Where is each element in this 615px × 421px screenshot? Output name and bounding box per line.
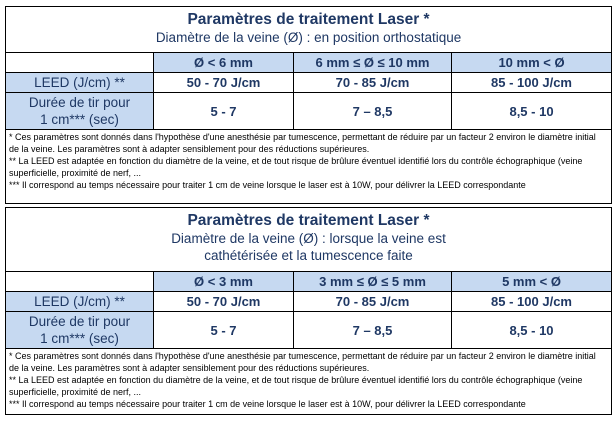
corner-cell <box>6 272 154 292</box>
table-subtitle-line-2: cathétérisée et la tumescence faite <box>204 248 413 263</box>
row-label-line: 1 cm*** (sec) <box>40 331 119 346</box>
table-cell: 85 - 100 J/cm <box>452 292 612 312</box>
table-title: Paramètres de traitement Laser * <box>187 11 430 28</box>
column-header: 5 mm < Ø <box>452 272 612 292</box>
footnote-3: *** Il correspond au temps nécessaire pour traiter 1 cm de veine lorsque le laser est à 10W, pour délivrer la LEED correspondante <box>9 399 526 409</box>
column-header: 10 mm < Ø <box>452 53 612 73</box>
table-subtitle: Diamètre de la veine (Ø) : en position orthostatique <box>155 30 462 45</box>
table-cell: 7 – 8,5 <box>294 93 452 130</box>
table-cell: 5 - 7 <box>154 93 294 130</box>
table-cell: 7 – 8,5 <box>294 312 452 349</box>
column-header: 6 mm ≤ Ø ≤ 10 mm <box>294 53 452 73</box>
row-label-line: Durée de tir pour <box>28 95 131 110</box>
table-cell: 85 - 100 J/cm <box>452 73 612 93</box>
row-label-leed: LEED (J/cm) ** <box>6 73 154 93</box>
table-cell: 8,5 - 10 <box>452 93 612 130</box>
table-cell: 50 - 70 J/cm <box>154 292 294 312</box>
column-header: Ø < 6 mm <box>154 53 294 73</box>
table-cell: 8,5 - 10 <box>452 312 612 349</box>
table-title-cell <box>6 208 612 272</box>
column-header: Ø < 3 mm <box>154 272 294 292</box>
footnote-1: * Ces paramètres sont donnés dans l'hypothèse d'une anesthésie par tumescence, permettant de réduire par un facteur 2 environ le diamètre initial de la veine. Les paramètres sont à adapter sensiblement pour des réductions supérieures. <box>9 351 596 373</box>
row-label-leed: LEED (J/cm) ** <box>6 292 154 312</box>
footnote-1: * Ces paramètres sont donnés dans l'hypothèse d'une anesthésie par tumescence, permettant de réduire par un facteur 2 environ le diamètre initial de la veine. Les paramètres sont à adapter sensiblement pour des réductions supérieures. <box>9 132 596 154</box>
corner-cell <box>6 53 154 73</box>
column-header: 3 mm ≤ Ø ≤ 5 mm <box>294 272 452 292</box>
row-label-duration <box>6 93 154 130</box>
row-label-line: 1 cm*** (sec) <box>40 112 119 127</box>
table-subtitle-line-1: Diamètre de la veine (Ø) : lorsque la veine est <box>171 231 446 246</box>
footnote-2: ** La LEED est adaptée en fonction du diamètre de la veine, et de tout risque de brûlure éventuel identifié lors du contrôle échographique (veine superficielle, proximité de nerf, ... <box>9 156 583 178</box>
footnotes <box>6 349 612 415</box>
row-label-line: Durée de tir pour <box>28 314 131 329</box>
table-title-cell <box>6 7 612 53</box>
laser-params-table-catheterized <box>5 207 612 415</box>
laser-params-table-orthostatic <box>5 6 612 204</box>
table-cell: 70 - 85 J/cm <box>294 292 452 312</box>
footnote-2: ** La LEED est adaptée en fonction du diamètre de la veine, et de tout risque de brûlure éventuel identifié lors du contrôle échographique (veine superficielle, proximité de nerf, ... <box>9 375 583 397</box>
table-title: Paramètres de traitement Laser * <box>187 212 430 229</box>
footnotes <box>6 130 612 204</box>
table-cell: 5 - 7 <box>154 312 294 349</box>
row-label-duration <box>6 312 154 349</box>
table-cell: 70 - 85 J/cm <box>294 73 452 93</box>
footnote-3: *** Il correspond au temps nécessaire pour traiter 1 cm de veine lorsque le laser est à 10W, pour délivrer la LEED correspondante <box>9 180 526 190</box>
table-cell: 50 - 70 J/cm <box>154 73 294 93</box>
